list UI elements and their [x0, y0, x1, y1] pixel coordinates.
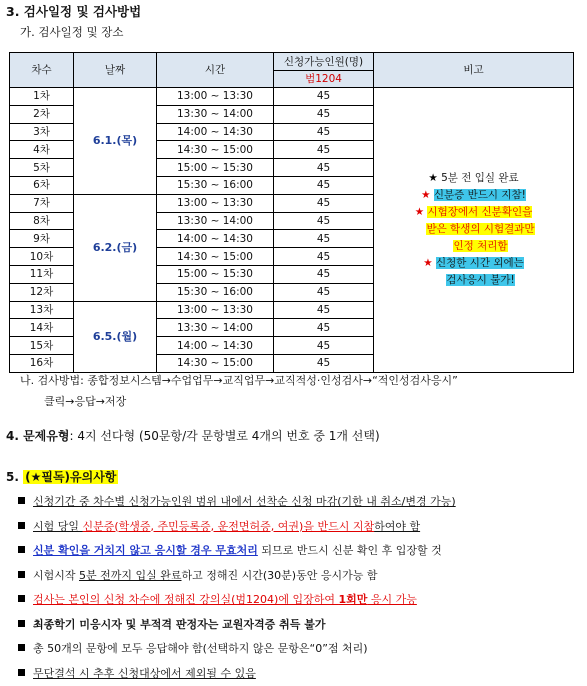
square-bullet-icon — [18, 522, 25, 529]
time-cell: 13:30 ~ 14:00 — [157, 319, 274, 337]
header-date: 날짜 — [74, 53, 157, 88]
capacity-cell: 45 — [274, 141, 374, 159]
time-cell: 14:30 ~ 15:00 — [157, 354, 274, 372]
round-cell: 12차 — [10, 283, 74, 301]
method-line-1: 나. 검사방법: 종합정보시스템→수업업무→교직업무→교직적성·인성검사→“적인성검사응시” — [20, 371, 580, 390]
caution-text-emphasis: 5분 전까지 입실 완료 — [79, 569, 182, 582]
round-cell: 16차 — [10, 354, 74, 372]
note-line-1 — [374, 170, 573, 187]
date-cell: 6.1.(목) — [74, 88, 157, 195]
round-cell: 6차 — [10, 176, 74, 194]
list-item — [18, 588, 583, 613]
capacity-cell: 45 — [274, 301, 374, 319]
schedule-subtitle: 가. 검사일정 및 장소 — [20, 24, 124, 40]
caution-text: 검사는 본인의 신청 차수에 정해진 강의실(범1204)에 입장하여 — [33, 593, 338, 606]
note-line-3 — [374, 204, 573, 221]
time-cell: 13:00 ~ 13:30 — [157, 301, 274, 319]
capacity-cell: 45 — [274, 265, 374, 283]
note-line-2 — [374, 187, 573, 204]
list-item — [18, 515, 583, 540]
capacity-cell: 45 — [274, 105, 374, 123]
round-cell: 9차 — [10, 230, 74, 248]
round-cell: 8차 — [10, 212, 74, 230]
time-cell: 15:30 ~ 16:00 — [157, 283, 274, 301]
square-bullet-icon — [18, 497, 25, 504]
capacity-cell: 45 — [274, 319, 374, 337]
star-icon: ★ — [415, 206, 424, 218]
header-round: 차수 — [10, 53, 74, 88]
note-text-3b: 받은 학생의 시험결과만 — [426, 223, 534, 235]
caution-text: 응시 가능 — [367, 593, 417, 606]
schedule-table — [9, 52, 574, 373]
caution-text: 신청기간 중 차수별 신청가능인원 범위 내에서 선착순 신청 마감(기한 내 취소/변경 가능) — [33, 495, 456, 508]
round-cell: 3차 — [10, 123, 74, 141]
caution-text-emphasis: 신분 확인을 거치지 않고 응시할 경우 무효처리 — [33, 544, 258, 557]
note-text-3a: 시험장에서 신분확인을 — [427, 206, 532, 218]
caution-text-emphasis: 1회만 — [338, 593, 367, 606]
caution-text: 시험시작 — [33, 569, 79, 582]
header-note: 비고 — [374, 53, 574, 88]
time-cell: 14:00 ~ 14:30 — [157, 337, 274, 355]
square-bullet-icon — [18, 571, 25, 578]
note-line-4b — [374, 272, 573, 289]
time-cell: 14:30 ~ 15:00 — [157, 248, 274, 266]
caution-text: 무단결석 시 추후 신청대상에서 제외될 수 있음 — [33, 667, 256, 680]
capacity-cell: 45 — [274, 88, 374, 106]
time-cell: 15:00 ~ 15:30 — [157, 159, 274, 177]
note-line-3b — [374, 221, 573, 238]
header-capacity-room: 범1204 — [274, 70, 373, 87]
caution-text-emphasis: 신분증(학생증, 주민등록증, 운전면허증, 여권)을 반드시 지참 — [83, 520, 375, 533]
section-5-label: (★필독)유의사항 — [23, 470, 118, 484]
time-cell: 14:30 ~ 15:00 — [157, 141, 274, 159]
header-capacity — [274, 53, 374, 88]
round-cell: 5차 — [10, 159, 74, 177]
square-bullet-icon — [18, 620, 25, 627]
section-4 — [6, 427, 380, 444]
round-cell: 10차 — [10, 248, 74, 266]
time-cell: 13:30 ~ 14:00 — [157, 105, 274, 123]
star-icon: ★ — [421, 189, 430, 201]
caution-text: 되므로 반드시 신분 확인 후 입장할 것 — [258, 544, 442, 557]
round-cell: 15차 — [10, 337, 74, 355]
section-4-label: 4. 문제유형 — [6, 429, 69, 443]
capacity-cell: 45 — [274, 176, 374, 194]
time-cell: 15:00 ~ 15:30 — [157, 265, 274, 283]
caution-text: 시험 당일 — [33, 520, 83, 533]
date-cell: 6.5.(월) — [74, 301, 157, 372]
section-3-title: 3. 검사일정 및 검사방법 — [6, 2, 141, 20]
square-bullet-icon — [18, 669, 25, 676]
note-text-1: 5분 전 입실 완료 — [441, 172, 519, 184]
capacity-cell: 45 — [274, 248, 374, 266]
note-line-4 — [374, 255, 573, 272]
star-icon: ★ — [423, 257, 432, 269]
list-item — [18, 613, 583, 638]
date-cell: 6.2.(금) — [74, 194, 157, 301]
header-time: 시간 — [157, 53, 274, 88]
table-row — [10, 88, 574, 106]
note-text-3c: 인정 처리함 — [453, 240, 507, 252]
round-cell: 7차 — [10, 194, 74, 212]
list-item — [18, 539, 583, 564]
list-item — [18, 637, 583, 662]
star-icon: ★ — [428, 172, 437, 184]
round-cell: 1차 — [10, 88, 74, 106]
note-text-4b: 검사응시 불가! — [446, 274, 514, 286]
caution-text: 하여야 함 — [374, 520, 420, 533]
table-header-row — [10, 53, 574, 88]
section-5-title — [6, 468, 118, 485]
cautions-list — [18, 490, 583, 686]
caution-text: 총 50개의 문항에 모두 응답해야 함(선택하지 않은 문항은“0”점 처리) — [33, 642, 368, 655]
capacity-cell: 45 — [274, 230, 374, 248]
capacity-cell: 45 — [274, 283, 374, 301]
round-cell: 11차 — [10, 265, 74, 283]
note-text-4a: 신청한 시간 외에는 — [436, 257, 524, 269]
capacity-cell: 45 — [274, 194, 374, 212]
capacity-cell: 45 — [274, 123, 374, 141]
capacity-cell: 45 — [274, 212, 374, 230]
round-cell: 2차 — [10, 105, 74, 123]
header-capacity-label: 신청가능인원(명) — [274, 54, 373, 70]
list-item — [18, 564, 583, 589]
square-bullet-icon — [18, 595, 25, 602]
time-cell: 13:30 ~ 14:00 — [157, 212, 274, 230]
capacity-cell: 45 — [274, 337, 374, 355]
capacity-cell: 45 — [274, 354, 374, 372]
round-cell: 14차 — [10, 319, 74, 337]
method-line-2: 클릭→응답→저장 — [44, 393, 126, 409]
section-4-text: : 4지 선다형 (50문항/각 문항별로 4개의 번호 중 1개 선택) — [69, 429, 379, 443]
capacity-cell: 45 — [274, 159, 374, 177]
time-cell: 13:00 ~ 13:30 — [157, 194, 274, 212]
list-item — [18, 662, 583, 686]
time-cell: 13:00 ~ 13:30 — [157, 88, 274, 106]
time-cell: 14:00 ~ 14:30 — [157, 230, 274, 248]
caution-text: 최종학기 미응시자 및 부적격 판정자는 교원자격증 취득 불가 — [33, 618, 325, 631]
caution-text: 하고 정해진 시간(30분)동안 응시가능 함 — [182, 569, 378, 582]
round-cell: 13차 — [10, 301, 74, 319]
list-item — [18, 490, 583, 515]
section-5-number: 5. — [6, 470, 19, 484]
note-cell — [374, 88, 574, 373]
square-bullet-icon — [18, 546, 25, 553]
note-line-3c — [374, 238, 573, 255]
round-cell: 4차 — [10, 141, 74, 159]
time-cell: 14:00 ~ 14:30 — [157, 123, 274, 141]
time-cell: 15:30 ~ 16:00 — [157, 176, 274, 194]
square-bullet-icon — [18, 644, 25, 651]
note-text-2: 신분증 반드시 지참! — [434, 189, 526, 201]
